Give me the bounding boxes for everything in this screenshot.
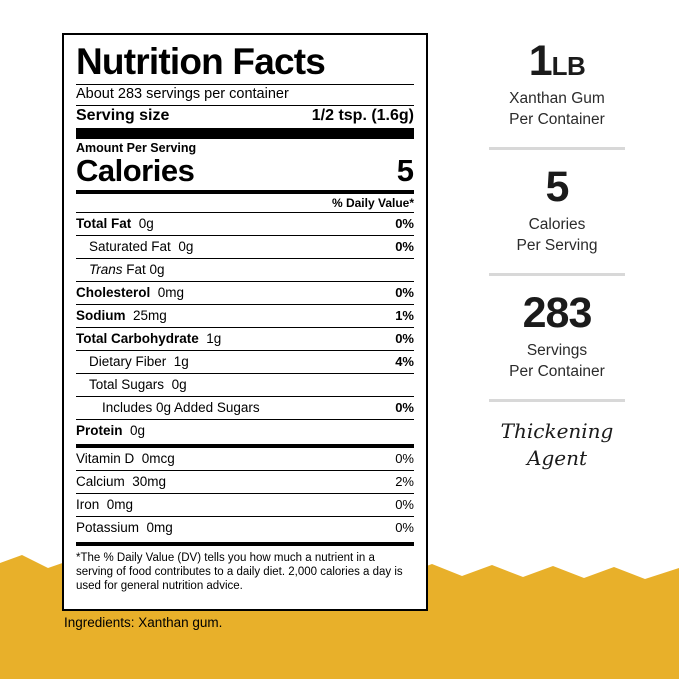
- nutrient-dv: 1%: [395, 308, 414, 324]
- nutrient-dv: 0%: [395, 451, 414, 467]
- nutrient-amount: Fat 0g: [126, 262, 165, 278]
- highlight-servings: [462, 288, 652, 383]
- table-row: [76, 448, 414, 470]
- nutrient-dv: 0%: [395, 331, 414, 347]
- tagline: [462, 418, 652, 472]
- table-row: [76, 327, 414, 350]
- nutrient-amount: 0g: [130, 423, 146, 439]
- nutrient-dv: 0%: [395, 285, 414, 301]
- highlight-weight-sub2: Per Container: [509, 110, 605, 128]
- nutrient-amount: 0g: [178, 239, 194, 255]
- table-row: [76, 493, 414, 516]
- page-title: Nutrition Facts: [76, 41, 326, 82]
- table-row: [76, 304, 414, 327]
- nutrient-name: Total Sugars: [89, 377, 165, 393]
- table-row: [76, 373, 414, 396]
- nutrient-amount: 30mg: [132, 474, 167, 490]
- highlight-calories-value: 5: [545, 162, 569, 211]
- nutrient-name: Total Fat: [76, 216, 132, 232]
- nutrient-amount: 0g: [171, 377, 187, 393]
- highlight-calories-sub2: Per Serving: [516, 236, 598, 254]
- nutrient-dv: 0%: [395, 216, 414, 232]
- nutrient-dv: 0%: [395, 400, 414, 416]
- nutrient-amount: 0g: [138, 216, 154, 232]
- nutrient-amount: 1g: [173, 354, 189, 370]
- serving-size-label: Serving size: [76, 106, 170, 124]
- daily-value-footnote: *The % Daily Value (DV) tells you how much a nutrient in a serving of food contributes to a daily diet. 2,000 calories a day is used for general nutrition advice.: [76, 551, 403, 593]
- nutrient-dv: 0%: [395, 497, 414, 513]
- nutrient-amount: 1g: [206, 331, 222, 347]
- nutrient-name: Vitamin D: [76, 451, 135, 467]
- highlight-calories-sub1: Calories: [528, 215, 586, 233]
- nutrient-name: Iron: [76, 497, 100, 513]
- nutrient-amount: 25mg: [133, 308, 167, 324]
- nutrient-amount: 0mg: [146, 520, 173, 536]
- divider: [489, 399, 625, 402]
- nutrition-facts-panel: [62, 33, 428, 611]
- nutrient-name: Total Carbohydrate: [76, 331, 199, 347]
- highlight-servings-sub2: Per Container: [509, 362, 605, 380]
- amount-per-serving-label: Amount Per Serving: [76, 140, 197, 155]
- table-row: [76, 470, 414, 493]
- daily-value-header: % Daily Value*: [331, 195, 414, 210]
- servings-per-container: About 283 servings per container: [76, 85, 289, 102]
- nutrient-name: Trans: [89, 262, 123, 278]
- nutrient-dv: 4%: [395, 354, 414, 370]
- nutrient-name: Calcium: [76, 474, 125, 490]
- table-row: [76, 235, 414, 258]
- highlight-weight-unit: LB: [551, 51, 586, 81]
- table-row: [76, 350, 414, 373]
- nutrient-dv: 0%: [395, 520, 414, 536]
- table-row: [76, 516, 414, 539]
- nutrient-amount: 0mg: [157, 285, 185, 301]
- highlight-weight-value: 1: [528, 37, 552, 85]
- highlights-column: [462, 37, 652, 472]
- nutrient-dv: 0%: [395, 239, 414, 255]
- table-row: [76, 212, 414, 235]
- calories-label: Calories: [76, 152, 195, 188]
- nutrient-amount: 0mcg: [141, 451, 175, 467]
- nutrient-dv: 2%: [395, 474, 414, 490]
- nutrient-name: Protein: [76, 423, 123, 439]
- table-row: [76, 396, 414, 419]
- tagline-line2: Agent: [527, 445, 587, 470]
- highlight-weight: [462, 37, 652, 131]
- nutrient-name: Potassium: [76, 520, 140, 536]
- nutrient-name: Saturated Fat: [89, 239, 171, 255]
- nutrient-name: Dietary Fiber: [89, 354, 167, 370]
- nutrient-name: Includes 0g Added Sugars: [102, 400, 260, 416]
- nutrient-amount: 0mg: [106, 497, 134, 513]
- divider: [489, 273, 625, 276]
- highlight-calories: [462, 162, 652, 257]
- table-row: [76, 419, 414, 442]
- calories-row: [76, 152, 414, 190]
- nutrient-name: Sodium: [76, 308, 126, 324]
- divider: [489, 147, 625, 150]
- highlight-servings-sub1: Servings: [526, 341, 588, 359]
- table-row: [76, 281, 414, 304]
- highlight-servings-value: 283: [522, 288, 592, 337]
- calories-value: 5: [396, 152, 414, 188]
- tagline-line1: Thickening: [500, 418, 614, 443]
- serving-size-row: [76, 106, 414, 128]
- serving-size-value: 1/2 tsp. (1.6g): [311, 106, 414, 124]
- ingredients-text: Ingredients: Xanthan gum.: [64, 615, 223, 630]
- table-row: [76, 258, 414, 281]
- nutrient-name: Cholesterol: [76, 285, 151, 301]
- highlight-weight-sub1: Xanthan Gum: [509, 90, 605, 107]
